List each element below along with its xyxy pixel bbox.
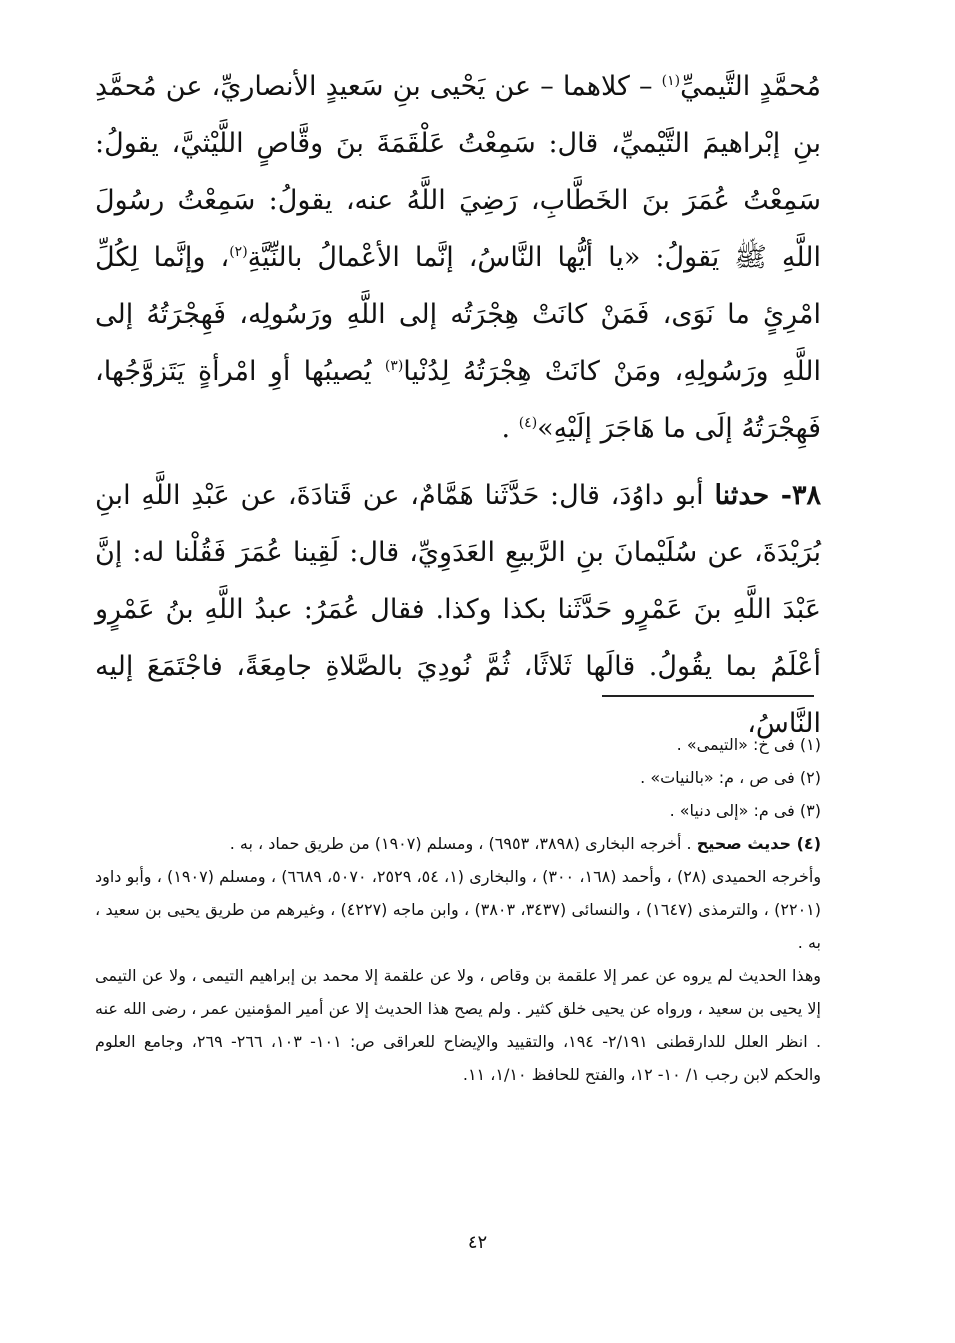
footnote-2: (٢) فى ص ، م: «بالنيات» . — [640, 768, 821, 787]
hadith-38 — [95, 467, 821, 752]
text-segment: – كلاهما – عن يَحْيى بنِ سَعيدٍ الأنصاريِّ، عن مُحمَّدِ بنِ إبْراهيمَ التَّيْميِّ، قال: سَمِعْتُ عَلْقَمَةَ بنَ وقَّاصٍ اللَّيْثيَّ، يقولُ: سَمِعْتُ عُمَرَ بنَ الخَطَّابِ، رَضِيَ اللَّهُ عنه، يقولُ: سَمِعْتُ رسُولَ اللَّهِ ﷺ يَقولُ: «يا أيُّها النَّاسُ، إنَّما الأعْمالُ بالنِّيَّةِ — [95, 71, 821, 273]
footnote-ref-2[interactable]: (٢) — [229, 244, 248, 260]
text-segment: مُحمَّدٍ التَّيميِّ — [680, 71, 821, 102]
text-segment: يُصيبُها أوِ امْرأةٍ يَتَزوَّجُها، فَهِجْرَتُهُ إلَى ما هَاجَرَ إلَيْهِ» — [95, 356, 821, 444]
main-text — [95, 58, 821, 752]
text-segment: . — [501, 413, 519, 444]
footnote-separator — [602, 695, 814, 697]
footnotes — [95, 728, 821, 1091]
footnote-4-text: . أخرجه البخارى (٣٨٩٨، ٦٩٥٣) ، ومسلم (١٩٠٧) من طريق حماد ، به . — [229, 834, 697, 853]
text-segment: أبو داوُدَ، قال: حَدَّثَنا هَمَّامٌ، عن قَتادَةَ، عن عَبْدِ اللَّهِ ابنِ بُرَيْدَةَ، عن سُلَيْمانَ بنِ الرَّبيعِ العَدَوِيِّ، قال: لَقِينا عُمَرَ فَقُلْنا له: إنَّ عَبْدَ اللَّهِ بنَ عَمْرٍو حَدَّثَنا بكذا وكذا. فقال عُمَرُ: عبدُ اللَّهِ بنُ عَمْرٍو أعْلَمُ بما يقُولُ. قالَها ثَلاثًا، ثُمَّ نُودِيَ بالصَّلاةِ جامِعَةً، فاجْتَمَعَ إليه النَّاسُ، — [95, 480, 821, 739]
footnote-ref-4[interactable]: (٤) — [518, 415, 538, 431]
text-segment: ، وإنَّما لِكُلِّ امْرِئٍ ما نَوَى، فَمَنْ كانَتْ هِجْرَتُه إلى اللَّهِ ورَسُولِه، فَهِجْرَتُهُ إلى اللَّهِ ورَسُولِهِ، ومَنْ كانَتْ هِجْرَتُهُ لِدُنْيا — [95, 242, 822, 387]
hadith-number: ٣٨- حدثنا — [714, 480, 821, 511]
footnote-4-commentary: وهذا الحديث لم يروه عن عمر إلا علقمة بن وقاص ، ولا عن علقمة إلا محمد بن إبراهيم التيمى ، ولا عن التيمى إلا يحيى بن سعيد ، ورواه عن يحيى خلق كثير . ولم يصح هذا الحديث إلا عن أمير المؤمنين عمر ، رضى الله عنه . انظر العلل للدارقطنى ٢/١٩١- ١٩٤، والتقييد والإيضاح للعراقى ص: ١٠١- ١٠٣، ٢٦٦- ٢٦٩، وجامع العلوم والحكم لابن رجب ١/ ١٠- ١٢، والفتح للحافظ ١/١٠، ١١. — [95, 966, 822, 1084]
footnote-4-sources: وأخرجه الحميدى (٢٨) ، وأحمد (١٦٨، ٣٠٠) ، والبخارى (١، ٥٤، ٢٥٢٩، ٥٠٧٠، ٦٦٨٩) ، ومسلم (١٩٠٧) ، وأبو داود (٢٢٠١) ، والترمذى (١٦٤٧) ، والنسائى (٣٤٣٧، ٣٨٠٣) ، وابن ماجه (٤٢٢٧) ، وغيرهم من طريق يحيى بن سعيد ، به . — [95, 867, 822, 952]
footnote-1: (١) فى خ: «التيمى» . — [676, 735, 821, 754]
footnote-ref-1[interactable]: (١) — [661, 73, 681, 89]
footnote-ref-3[interactable]: (٣) — [384, 358, 404, 374]
footnote-4-label: (٤) حديث صحيح — [696, 834, 821, 853]
footnote-3: (٣) فى م: «إلى دنيا» . — [669, 801, 821, 820]
hadith-37-continuation — [95, 58, 821, 457]
footnote-4 — [95, 827, 821, 860]
page-number: ٤٢ — [467, 1232, 488, 1253]
